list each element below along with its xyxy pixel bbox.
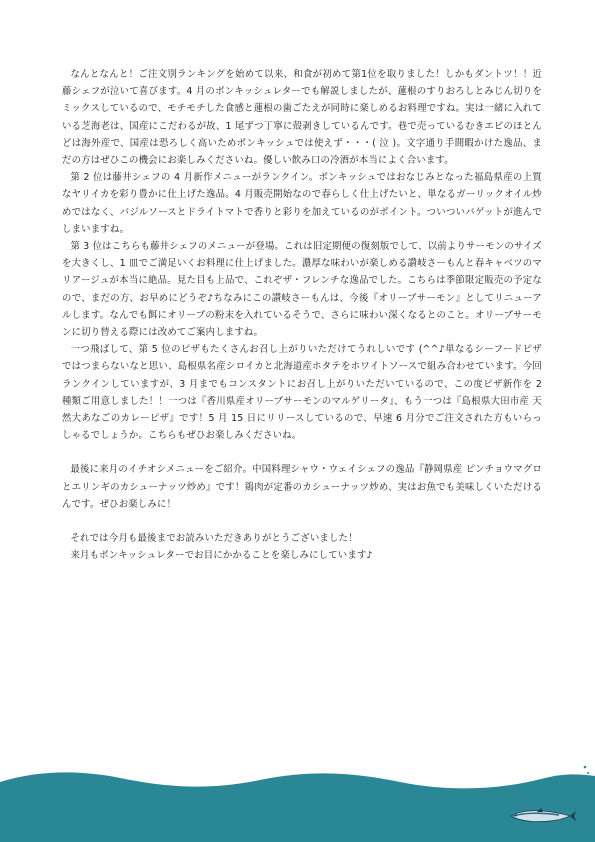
paragraph-rank-2: 第 2 位は藤井シェフの 4 月新作メニューがランクイン。ボンキッシュではおなじみとなった福島県産の上質なヤリイカを彩り豊かに仕上げた逸品。4 月販売開始なので春らしく仕上げたいと、単なるガーリックオイル炒めではなく、バジルソースとドライトマトで香りと彩りを加えているのがポイント。ついついバゲットが進んでしまいますね。 — [62, 172, 542, 235]
closing-line-2: 来月もボンキッシュレターでお目にかかることを楽しみにしています♪ — [70, 550, 373, 562]
sanma-fish-icon — [507, 804, 577, 828]
footer-wave — [0, 764, 595, 842]
paragraph-rank-5: 一つ飛ばして、第 5 位のピザもたくさんお召し上がりいただけてうれしいです (^^♪単なるシーフードピザではつまらないなと思い、島根県名産シロイカと北海道産ホタテをホワイトソースで組み合わせています。今回ランクインしていますが、3 月までもコンスタントにお召し上がりいただいているので、この度ピザ新作を 2 種類ご用意しました！！一つは『香川県産オリーブサーモンのマルゲリータ』、もう一つは『島根県大田市産 天然大あなごのカレーピザ』です！5 月 15 日にリリースしているので、早速 6 月分でご注文された方もいらっしゃるでしょうか。こちらもぜひお楽しみくださいね。 — [62, 344, 542, 442]
closing-line-1: それでは今月も最後までお読みいただきありがとうございました！ — [70, 533, 358, 545]
paragraph-rank-1: なんとなんと！ご注文別ランキングを始めて以来、和食が初めて第1位を取りました！しかもダントツ！！近藤シェフが泣いて喜びます。4 月のボンキッシュレターでも解説しましたが、蓮根のすりおろしとみじん切りをミックスしているので、モチモチした食感と蓮根の歯ごたえが同時に楽しめるお料理ですね。実は一緒に入れている芝海老は、国産にこだわるが故、1 尾ずつ丁寧に殻剥きしているんです。巷で売っているむきエビのほとんどは海外産で、国産は恐ろしく高いためボンキッシュでは使えず・・・( 泣 )。文字通り手間暇かけた逸品、まだの方はぜひこの機会にお楽しみくださいね。優しい飲み口の冷酒が本当によく合います。 — [62, 69, 542, 167]
paragraph-rank-3: 第 3 位はこちらも藤井シェフのメニューが登場。これは旧定期便の復刻版でして、以前よりサーモンのサイズを大きくし、1 皿でご満足いくお料理に仕上げました。濃厚な味わいが楽しめる讃岐さーもんと春キャベツのマリアージュが本当に絶品。見た目も上品で、これぞザ・フレンチな逸品でした。こちらは季節限定販売の予定なので、まだの方、お早めにどうぞ♪ちなみにこの讃岐さーもんは、今後『オリーブサーモン』としてリニューアルします。なんでも餌にオリーブの粉末を入れているそうで、さらに味わい深くなるとのこと。オリーブサーモンに切り替える際には改めてご案内しますね。 — [62, 241, 542, 339]
article-body — [62, 66, 542, 564]
paragraph-next-month: 最後に来月のイチオシメニューをご紹介。中国料理シャウ・ウェイシェフの逸品『静岡県産 ピンチョウマグロとエリンギのカシューナッツ炒め』です！鶏肉が定番のカシューナッツ炒め、実はお魚でも美味しくいただけるんです。ぜひお楽しみに！ — [62, 464, 542, 510]
